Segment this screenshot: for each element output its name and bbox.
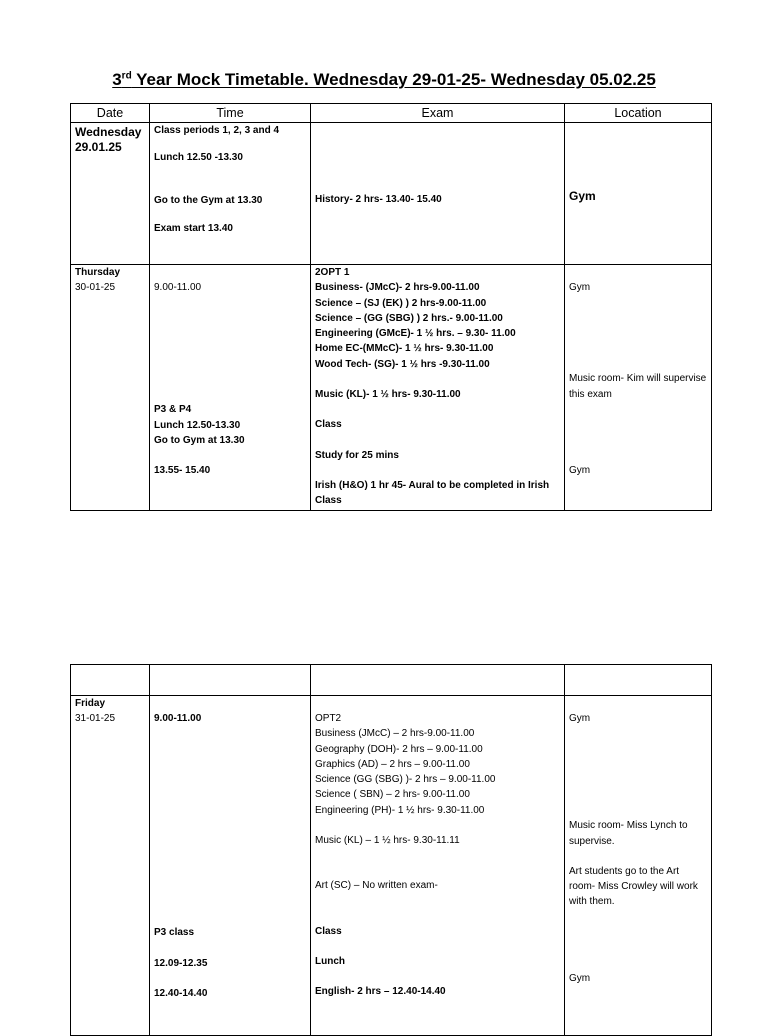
time-cell: 9.00-11.00 P3 & P4 Lunch 12.50-13.30 Go to Gym at 13.30 13.55- 15.40 [150, 265, 311, 511]
location-cell: Gym [565, 123, 712, 265]
exam-cell: OPT2 Business (JMcC) – 2 hrs-9.00-11.00 Geography (DOH)- 2 hrs – 9.00-11.00 Graphics (AD) – 2 hrs – 9.00-11.00 Science (GG (SBG) )- 2 hrs – 9.00-11.00 Science ( SBN) – 2 hrs- 9.00-11.00 Engineering (PH)- 1 ½ hrs- 9.30-11.00 Music (KL) – 1 ½ hrs- 9.30-11.11 Art (SC) – No written exam- Class Lunch English- 2 hrs – 12.40-14.40 [311, 696, 565, 1036]
timetable-table-1 [70, 103, 712, 511]
date-cell: Friday 31-01-25 [71, 696, 150, 1036]
location-cell: Gym Music room- Kim will supervise this exam Gym [565, 265, 712, 511]
time-cell: 9.00-11.00 P3 class 12.09-12.35 12.40-14.40 [150, 696, 311, 1036]
date-cell: Thursday 30-01-25 [71, 265, 150, 511]
header-exam: Exam [311, 104, 565, 123]
time-cell: Class periods 1, 2, 3 and 4 Lunch 12.50 -13.30 Go to the Gym at 13.30 Exam start 13.40 [150, 123, 311, 265]
header-date: Date [71, 104, 150, 123]
location-cell: Gym Music room- Miss Lynch to supervise. Art students go to the Art room- Miss Crowley will work with them. Gym [565, 696, 712, 1036]
page-title: 3rd Year Mock Timetable. Wednesday 29-01-25- Wednesday 05.02.25 [112, 70, 656, 89]
empty-header-row [71, 665, 712, 696]
table-row-wednesday [71, 123, 712, 265]
header-row [71, 104, 712, 123]
timetable-table-2 [70, 664, 712, 1036]
date-cell: Wednesday 29.01.25 [71, 123, 150, 265]
header-location: Location [565, 104, 712, 123]
exam-cell: 2OPT 1 Business- (JMcC)- 2 hrs-9.00-11.00 Science – (SJ (EK) ) 2 hrs-9.00-11.00 Science – (GG (SBG) ) 2 hrs.- 9.00-11.00 Engineering (GMcE)- 1 ½ hrs. – 9.30- 11.00 Home EC-(MMcC)- 1 ½ hrs- 9.30-11.00 Wood Tech- (SG)- 1 ½ hrs -9.30-11.00 Music (KL)- 1 ½ hrs- 9.30-11.00 Class Study for 25 mins Irish (H&O) 1 hr 45- Aural to be completed in Irish Class [311, 265, 565, 511]
exam-cell: History- 2 hrs- 13.40- 15.40 [311, 123, 565, 265]
header-time: Time [150, 104, 311, 123]
table-row-thursday [71, 265, 712, 511]
table-row-friday [71, 696, 712, 1036]
